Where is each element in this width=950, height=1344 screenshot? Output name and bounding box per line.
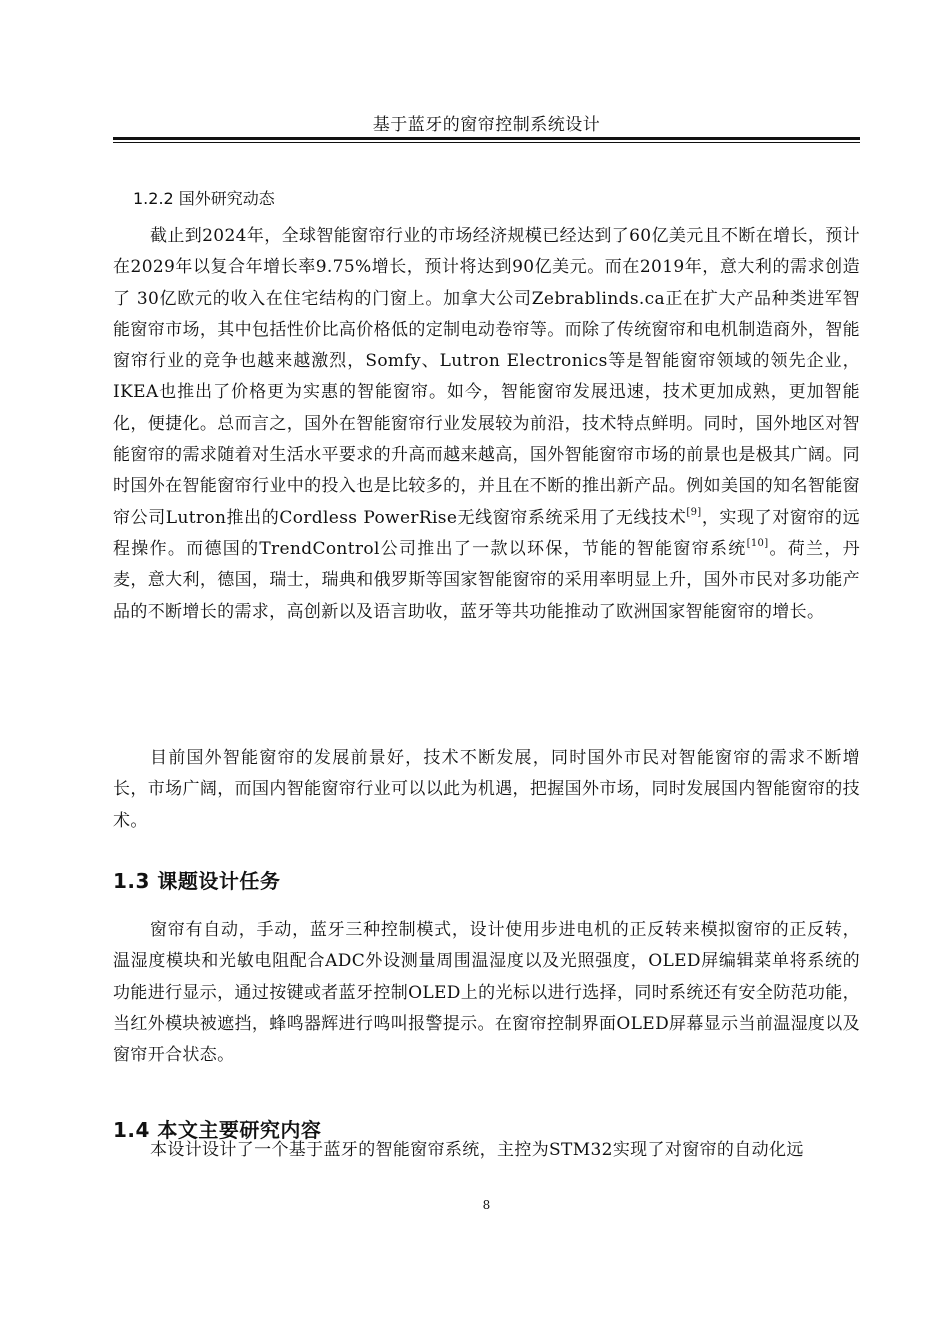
header-rule-thin [113,142,860,143]
paragraph-text-part3: 。荷兰，丹麦，意大利，德国，瑞士，瑞典和俄罗斯等国家智能窗帘的采用率明显上升，国外市民对多功能产品的不断增长的需求，高创新以及语言助收，蓝牙等共功能推动了欧洲国家智能窗帘的增长。 [113,538,860,622]
paragraph-text-part2: ，实现了对窗帘的远程操作。而德国的TrendControl公司推出了一款以环保，节能的智能窗帘系统 [113,507,860,559]
citation-ref-10: [10] [746,537,769,549]
paragraph-foreign-research [113,221,860,628]
running-header: 基于蓝牙的窗帘控制系统设计 [372,115,601,135]
paragraph-main-content: 本设计设计了一个基于蓝牙的智能窗帘系统，主控为STM32实现了对窗帘的自动化远 [150,1140,804,1160]
section-title-1-3: 1.3 课题设计任务 [113,869,281,893]
subsection-title-1-2-2: 1.2.2 国外研究动态 [133,189,275,208]
section-title-1-4: 1.4 本文主要研究内容 [113,1118,322,1142]
paragraph-text-part1: 截止到2024年，全球智能窗帘行业的市场经济规模已经达到了60亿美元且不断在增长，预计在2029年以复合年增长率9.75%增长，预计将达到90亿美元。而在2019年，意大利的需求创造了 30亿欧元的收入在住宅结构的门窗上。加拿大公司Zebrablinds.ca正在扩大产品种类进军智能窗帘市场，其中包括性价比高价格低的定制电动卷帘等。而除了传统窗帘和电机制造商外，智能窗帘行业的竞争也越来越激烈，Somfy、Lutron Electronics等是智能窗帘领域的领先企业，IKEA也推出了价格更为实惠的智能窗帘。如今，智能窗帘发展迅速，技术更加成熟，更加智能化，便捷化。总而言之，国外在智能窗帘行业发展较为前沿，技术特点鲜明。同时，国外地区对智能窗帘的需求随着对生活水平要求的升高而越来越高，国外智能窗帘市场的前景也是极其广阔。同时国外在智能窗帘行业中的投入也是比较多的，并且在不断的推出新产品。例如美国的知名智能窗帘公司Lutron推出的Cordless PowerRise无线窗帘系统采用了无线技术 [113,226,860,528]
header-rule-thick [113,137,860,140]
page-number: 8 [482,1198,491,1212]
paragraph-design-task: 窗帘有自动，手动，蓝牙三种控制模式，设计使用步进电机的正反转来模拟窗帘的正反转，温湿度模块和光敏电阻配合ADC外设测量周围温湿度以及光照强度，OLED屏编辑菜单将系统的功能进行显示，通过按键或者蓝牙控制OLED上的光标以进行选择，同时系统还有安全防范功能，当红外模块被遮挡，蜂鸣器辉进行鸣叫报警提示。在窗帘控制界面OLED屏幕显示当前温湿度以及窗帘开合状态。 [113,920,860,1066]
paragraph-foreign-outlook: 目前国外智能窗帘的发展前景好，技术不断发展，同时国外市民对智能窗帘的需求不断增长，市场广阔，而国内智能窗帘行业可以以此为机遇，把握国外市场，同时发展国内智能窗帘的技术。 [113,748,860,831]
citation-ref-9: [9] [686,506,702,518]
